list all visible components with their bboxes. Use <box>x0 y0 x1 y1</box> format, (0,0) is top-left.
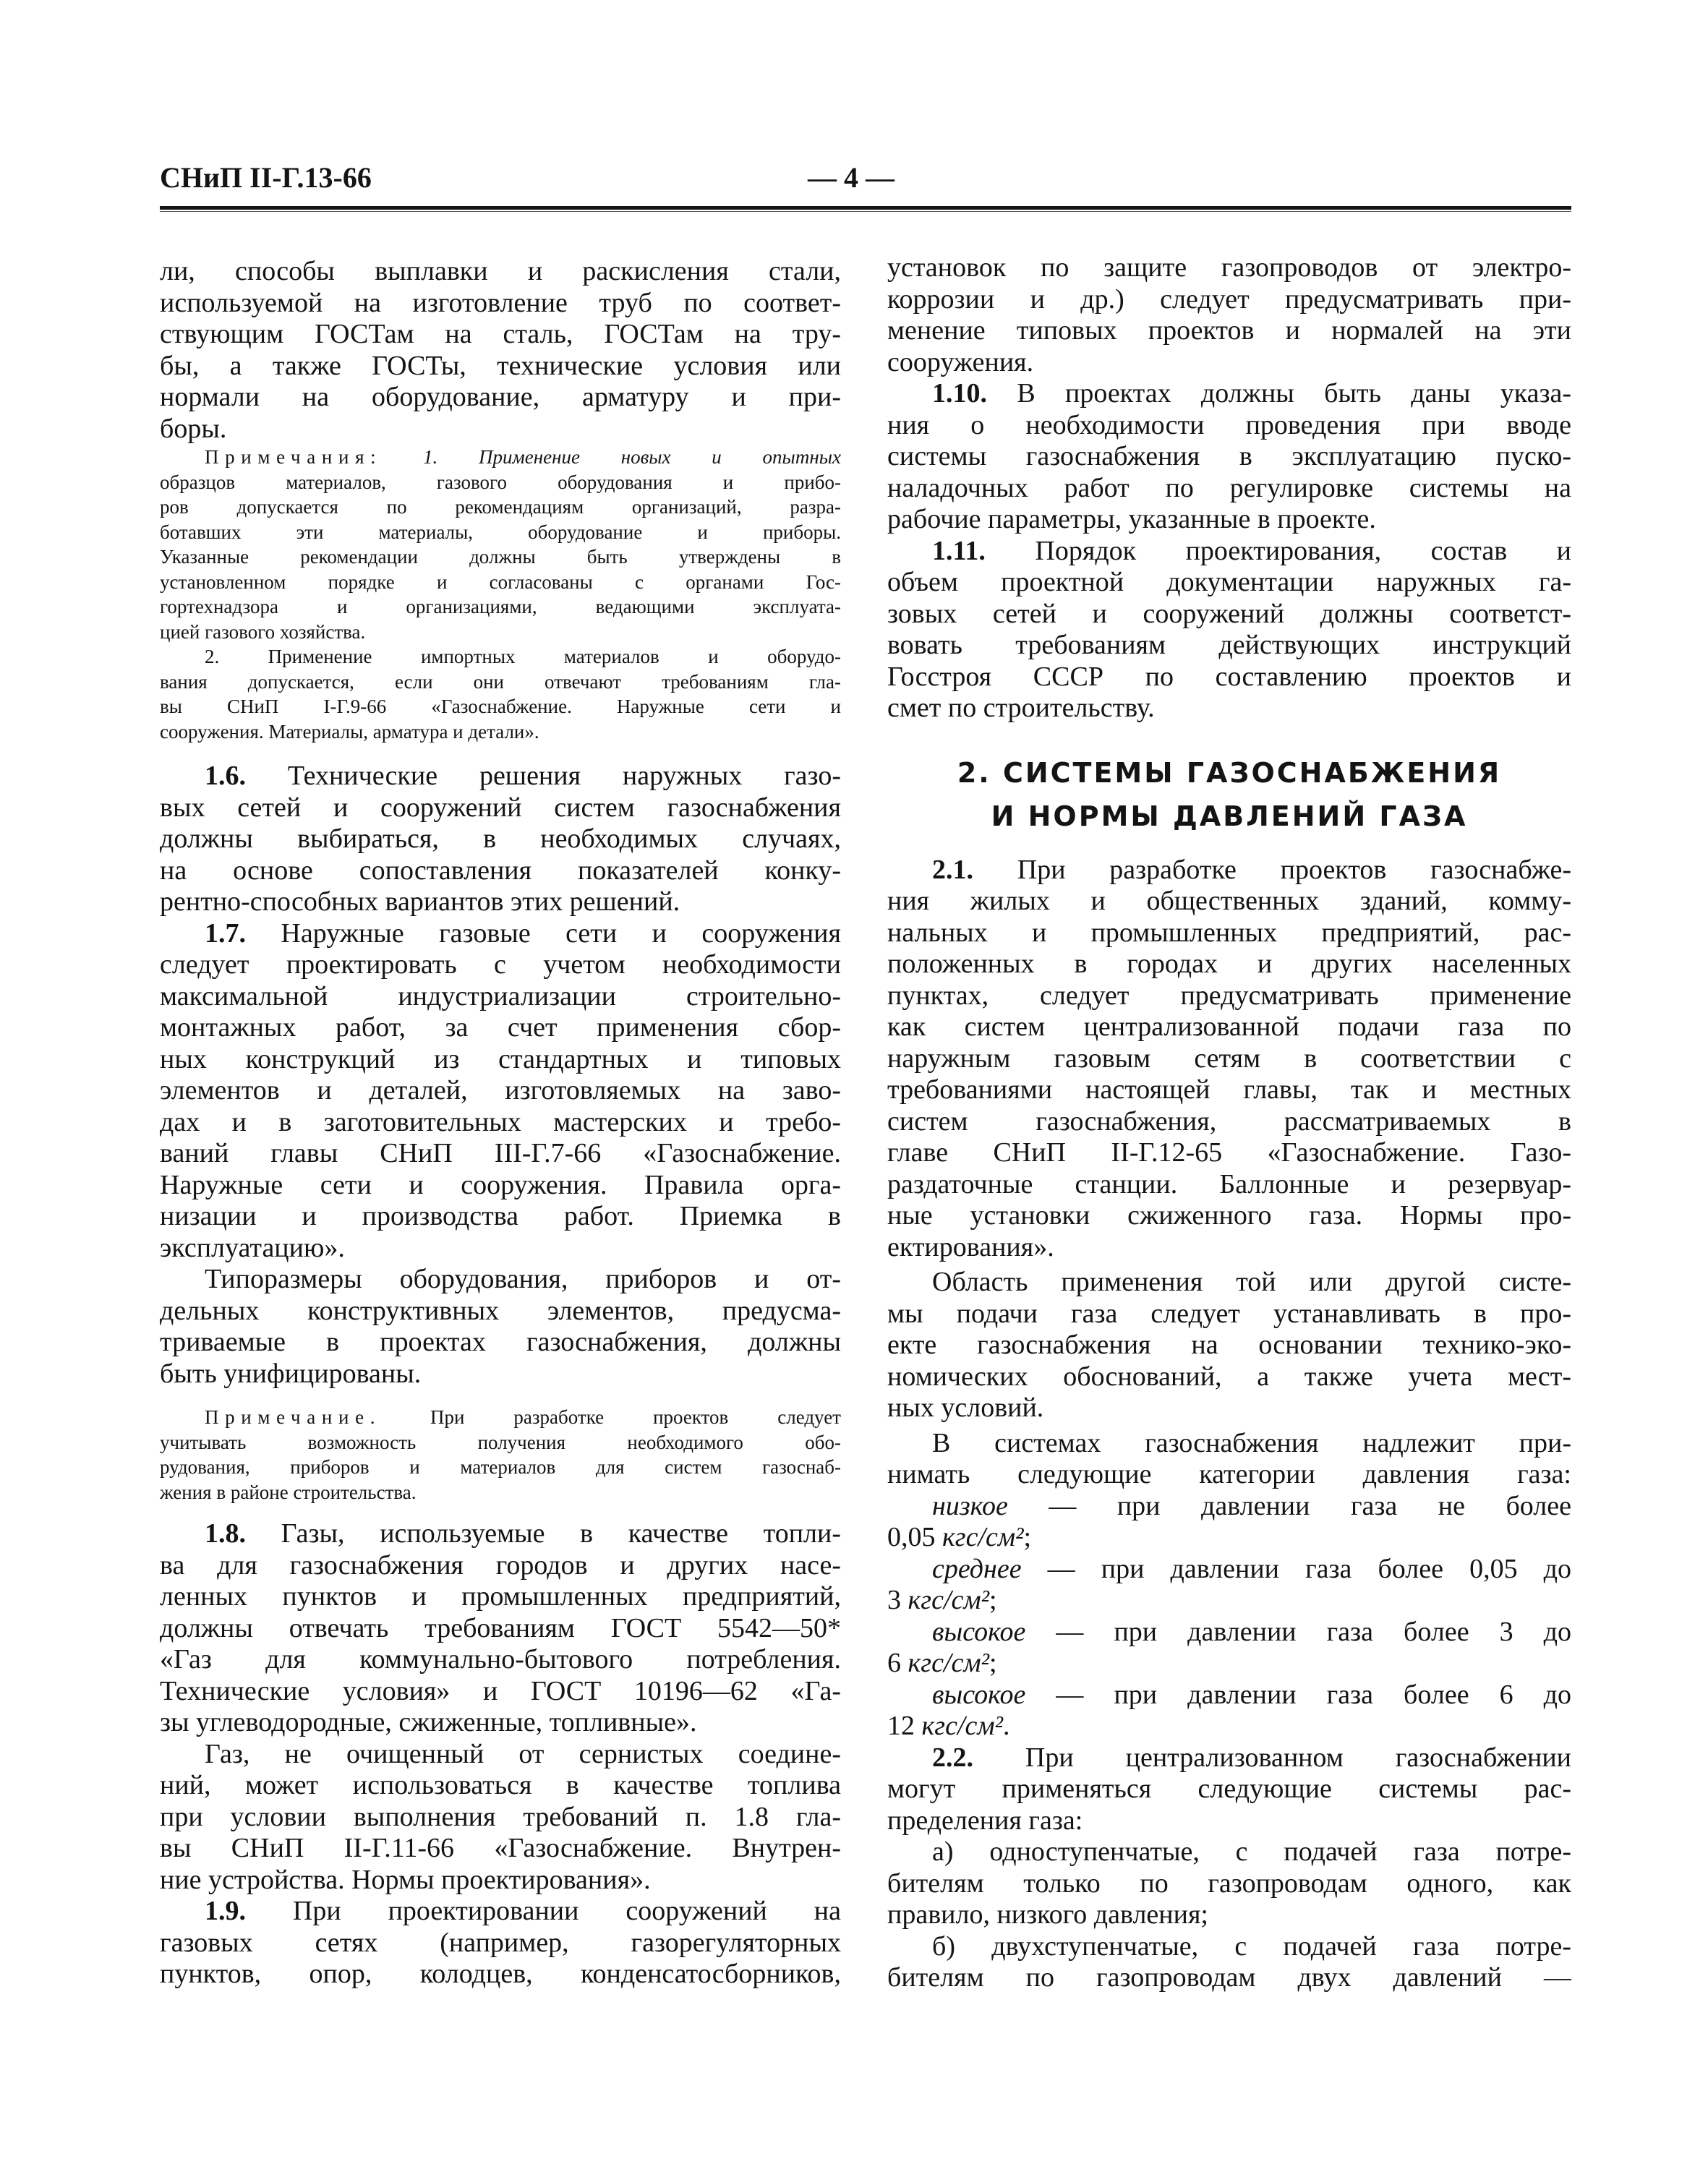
header-rule <box>160 206 1571 210</box>
text-line: образцов материалов, газового оборудования и прибо- <box>160 471 841 493</box>
text-run: ; <box>989 1585 997 1615</box>
text-line: пределения газа: <box>887 1805 1083 1836</box>
text-line <box>160 1896 841 1928</box>
text-line: боры. <box>160 413 227 444</box>
note-3 <box>160 1405 841 1505</box>
paragraph-2-2 <box>887 1742 1571 1837</box>
text-line: вых сетей и сооружений систем газоснабжения <box>160 792 841 823</box>
text-run: При разработке проектов газоснабже- <box>973 854 1571 885</box>
text-line: ли, способы выплавки и раскисления стали, <box>160 256 841 286</box>
text-run: — при давлении газа более 6 до <box>1025 1679 1571 1710</box>
paragraph-pressure-categories <box>887 1428 1571 1491</box>
text-run: При разработке проектов следует <box>381 1406 841 1428</box>
paragraph-1-6 <box>160 761 841 918</box>
text-line <box>887 378 1571 410</box>
text-run: Примечания: <box>205 446 383 468</box>
text-line: Газ, не очищенный от сернистых соедине- <box>205 1738 841 1769</box>
text-line: эксплуатацию». <box>160 1232 345 1263</box>
text-line: ния о необходимости проведения при вводе <box>887 409 1571 440</box>
text-run: При централизованном газоснабжении <box>973 1742 1571 1773</box>
text-line: Область применения той или другой систе- <box>932 1267 1571 1297</box>
list-item-b <box>887 1931 1571 1994</box>
text-line: наладочных работ по регулировке системы на <box>887 472 1571 503</box>
text-line: ствующим ГОСТам на сталь, ГОСТам на тру- <box>160 319 841 349</box>
note-2 <box>160 644 841 744</box>
text-run: Наружные газовые сети и сооружения <box>246 918 841 949</box>
pressure-category-high-1 <box>887 1617 1571 1680</box>
text-run: 3 <box>887 1585 908 1615</box>
text-run: ; <box>989 1648 997 1678</box>
text-run: 1.6. <box>205 761 246 791</box>
text-run: 1.10. <box>932 378 987 409</box>
text-run: Порядок проектирования, состав и <box>985 535 1571 566</box>
text-line: сооружения. <box>887 346 1034 377</box>
text-run: кгс/см² <box>921 1711 1004 1741</box>
paragraph-gas-sulfur <box>160 1739 841 1896</box>
text-line: установленном порядке и согласованы с органами Гос- <box>160 570 841 593</box>
text-run: среднее <box>932 1553 1022 1584</box>
text-run: — при давлении газа не более <box>1007 1490 1571 1521</box>
text-line: триваемые в проектах газоснабжения, должны <box>160 1327 841 1357</box>
text-run: 1.11. <box>932 535 986 566</box>
text-line: дах и в заготовительных мастерских и требо- <box>160 1106 841 1137</box>
paragraph-1-8 <box>160 1518 841 1739</box>
text-line: ния жилых и общественных зданий, комму- <box>887 886 1571 916</box>
text-line: Типоразмеры оборудования, приборов и от- <box>205 1264 841 1294</box>
text-line: ных условий. <box>887 1393 1044 1423</box>
paragraph-continuation <box>160 256 841 445</box>
text-line: монтажных работ, за счет применения сбор- <box>160 1012 841 1043</box>
text-line: Технические условия» и ГОСТ 10196—62 «Га- <box>160 1675 841 1706</box>
text-line: бителям только по газопроводам одного, как <box>887 1868 1571 1899</box>
text-run: кгс/см² <box>942 1522 1024 1552</box>
text-run: высокое <box>932 1679 1026 1710</box>
text-line <box>887 855 1571 886</box>
text-line: следует проектировать с учетом необходимости <box>160 949 841 980</box>
text-line: Госстроя СССР по составлению проектов и <box>887 661 1571 692</box>
left-column <box>160 256 841 1990</box>
text-line: И НОРМЫ ДАВЛЕНИЙ ГАЗА <box>991 800 1468 832</box>
text-line: цией газового хозяйства. <box>160 620 366 643</box>
paragraph-continuation <box>887 252 1571 378</box>
text-line: систем газоснабжения, рассматриваемых в <box>887 1105 1571 1137</box>
text-line <box>887 1554 1571 1586</box>
text-run: 2.1. <box>932 854 973 885</box>
text-line: элементов и деталей, изготовляемых на заво- <box>160 1075 841 1105</box>
text-line <box>887 1585 1571 1617</box>
pressure-category-medium <box>887 1554 1571 1617</box>
text-line: сооружения. Материалы, арматура и детали». <box>160 720 539 743</box>
text-line: могут применяться следующие системы рас- <box>887 1774 1571 1804</box>
text-line: низации и производства работ. Приемка в <box>160 1201 841 1231</box>
text-line: наружным газовым сетям в соответствии с <box>887 1043 1571 1074</box>
text-line: 2. СИСТЕМЫ ГАЗОСНАБЖЕНИЯ <box>957 756 1502 789</box>
text-run: кгс/см² <box>908 1648 990 1678</box>
text-run: 1.9. <box>205 1896 246 1926</box>
text-line: должны отвечать требованиям ГОСТ 5542—50* <box>160 1612 841 1643</box>
text-line: как систем централизованной подачи газа по <box>887 1011 1571 1042</box>
document-code: СНиП II-Г.13-66 <box>160 161 372 194</box>
text-line: смет по строительству. <box>887 693 1155 723</box>
text-line: максимальной индустриализации строительно- <box>160 980 841 1011</box>
text-line: «Газ для коммунально-бытового потребления. <box>160 1644 841 1675</box>
text-line: объем проектной документации наружных га- <box>887 567 1571 597</box>
text-line: установок по защите газопроводов от электро- <box>887 252 1571 283</box>
text-line: нальных и промышленных предприятий, рас- <box>887 917 1571 948</box>
text-line <box>887 1617 1571 1648</box>
text-line: пунктов, опор, колодцев, конденсатосборников, <box>160 1959 841 1989</box>
header-rule-thin <box>160 211 1571 212</box>
paragraph-2-1 <box>887 855 1571 1264</box>
text-line: раздаточные станции. Баллонные и резервуар- <box>887 1168 1571 1199</box>
text-line: В системах газоснабжения надлежит при- <box>932 1427 1571 1458</box>
text-line: на основе сопоставления показателей конку- <box>160 855 841 886</box>
text-run: Примечание. <box>205 1406 382 1428</box>
paragraph-standard-sizes <box>160 1264 841 1390</box>
text-line: мы подачи газа следует устанавливать в про- <box>887 1298 1571 1329</box>
text-line: ектирования». <box>887 1231 1054 1262</box>
text-line <box>887 1522 1571 1554</box>
text-line: зовых сетей и сооружений должны соответст- <box>887 598 1571 629</box>
text-line <box>887 536 1571 568</box>
text-line: менение типовых проектов и нормалей на эти <box>887 315 1571 346</box>
text-line: 2. Применение импортных материалов и оборудо- <box>205 646 841 667</box>
text-line: ботавших эти материалы, оборудование и приборы. <box>160 521 841 543</box>
text-line: вовать требованиям действующих инструкций <box>887 630 1571 660</box>
text-run: кгс/см² <box>908 1585 990 1615</box>
text-line: ные установки сжиженного газа. Нормы про- <box>887 1200 1571 1231</box>
list-item-a <box>887 1836 1571 1931</box>
text-line: зы углеводородные, сжиженные, топливные». <box>160 1707 697 1737</box>
text-line: учитывать возможность получения необходимого обо- <box>160 1431 841 1453</box>
text-line: используемой на изготовление труб по соответ- <box>160 287 841 318</box>
text-run: 1. Применение новых и опытных <box>382 446 841 468</box>
text-line: главе СНиП II-Г.12-65 «Газоснабжение. Газо- <box>887 1137 1571 1168</box>
text-line: рентно-способных вариантов этих решений. <box>160 886 680 917</box>
text-run: высокое <box>932 1616 1026 1647</box>
text-line: бителям по газопроводам двух давлений — <box>887 1962 1571 1993</box>
text-line: положенных в городах и других населенных <box>887 949 1571 979</box>
text-run: 12 <box>887 1711 922 1741</box>
text-run: . <box>1003 1711 1010 1741</box>
text-line: бы, а также ГОСТы, технические условия или <box>160 350 841 381</box>
text-line: ваний главы СНиП III-Г.7-66 «Газоснабжение. <box>160 1138 841 1168</box>
text-line: системы газоснабжения в эксплуатацию пуско- <box>887 441 1571 471</box>
text-line: при условии выполнения требований п. 1.8 гла- <box>160 1801 841 1832</box>
text-line <box>160 1405 841 1430</box>
text-line: ных конструкций из стандартных и типовых <box>160 1043 841 1074</box>
page-number: — 4 — <box>808 161 894 194</box>
text-line: жения в районе строительства. <box>160 1481 417 1503</box>
text-line: пунктах, следует предусматривать применение <box>887 980 1571 1011</box>
text-line <box>887 1742 1571 1774</box>
text-run: 6 <box>887 1648 908 1678</box>
text-line <box>160 1518 841 1550</box>
text-line: требованиями настоящей главы, так и местных <box>887 1074 1571 1105</box>
paragraph-1-7 <box>160 918 841 1265</box>
text-line: нимать следующие категории давления газа: <box>887 1459 1571 1489</box>
pressure-category-high-2 <box>887 1680 1571 1742</box>
text-run: В проектах должны быть даны указа- <box>987 378 1571 409</box>
text-line: ва для газоснабжения городов и других насе- <box>160 1549 841 1581</box>
note-1 <box>160 445 841 644</box>
text-line: коррозии и др.) следует предусматривать при- <box>887 283 1571 315</box>
text-line: нормали на оборудование, арматуру и при- <box>160 382 841 412</box>
text-line: должны выбираться, в необходимых случаях, <box>160 824 841 854</box>
section-heading <box>887 751 1571 838</box>
paragraph-application-area <box>887 1267 1571 1424</box>
text-line <box>887 1711 1571 1742</box>
text-run: — при давлении газа более 0,05 до <box>1021 1553 1571 1584</box>
text-line <box>887 1648 1571 1680</box>
paragraph-1-10 <box>887 378 1571 536</box>
text-line: быть унифицированы. <box>160 1358 422 1389</box>
text-line: Указанные рекомендации должны быть утверждены в <box>160 546 841 568</box>
text-run: 1.8. <box>205 1518 246 1549</box>
paragraph-1-11 <box>887 536 1571 724</box>
text-line <box>887 1680 1571 1711</box>
text-line: а) одноступенчатые, с подачей газа потре- <box>932 1836 1571 1867</box>
text-line: рабочие параметры, указанные в проекте. <box>887 504 1376 534</box>
text-line: гортехнадзора и организациями, ведающими эксплуата- <box>160 596 841 617</box>
text-run: Технические решения наружных газо- <box>246 761 841 791</box>
text-line: вы СНиП I-Г.9-66 «Газоснабжение. Наружные сети и <box>160 696 841 717</box>
text-line: ров допускается по рекомендациям организаций, разра- <box>160 496 841 518</box>
text-run: 2.2. <box>932 1742 973 1773</box>
text-run: Газы, используемые в качестве топли- <box>246 1518 841 1549</box>
text-line: вания допускается, если они отвечают требованиям гла- <box>160 670 841 693</box>
text-run: — при давлении газа более 3 до <box>1025 1616 1571 1647</box>
text-line: вы СНиП II-Г.11-66 «Газоснабжение. Внутрен- <box>160 1833 841 1863</box>
text-line: ленных пунктов и промышленных предприятий, <box>160 1581 841 1612</box>
text-run: 1.7. <box>205 918 246 949</box>
text-line <box>160 918 841 950</box>
text-line: екте газоснабжения на основании технико-эко- <box>887 1330 1571 1360</box>
text-line: Наружные сети и сооружения. Правила орга- <box>160 1169 841 1200</box>
text-line: правило, низкого давления; <box>887 1899 1208 1930</box>
text-line <box>160 445 841 470</box>
text-run: При проектировании сооружений на <box>246 1896 841 1926</box>
pressure-category-low <box>887 1491 1571 1554</box>
right-column <box>887 252 1571 1994</box>
text-run: низкое <box>932 1490 1008 1521</box>
text-run: ; <box>1023 1522 1032 1552</box>
text-line: б) двухступенчатые, с подачей газа потре- <box>932 1930 1571 1962</box>
text-line: рудования, приборов и материалов для систем газоснаб- <box>160 1456 841 1478</box>
text-line: газовых сетях (например, газорегуляторных <box>160 1927 841 1958</box>
text-run: 0,05 <box>887 1522 942 1552</box>
text-line: ние устройства. Нормы проектирования». <box>160 1864 651 1895</box>
text-line: ний, может использоваться в качестве топлива <box>160 1770 841 1800</box>
paragraph-1-9 <box>160 1896 841 1990</box>
text-line: дельных конструктивных элементов, предусма- <box>160 1295 841 1326</box>
text-line <box>160 761 841 792</box>
text-line <box>887 1491 1571 1523</box>
text-line: номических обоснований, а также учета мест- <box>887 1361 1571 1392</box>
